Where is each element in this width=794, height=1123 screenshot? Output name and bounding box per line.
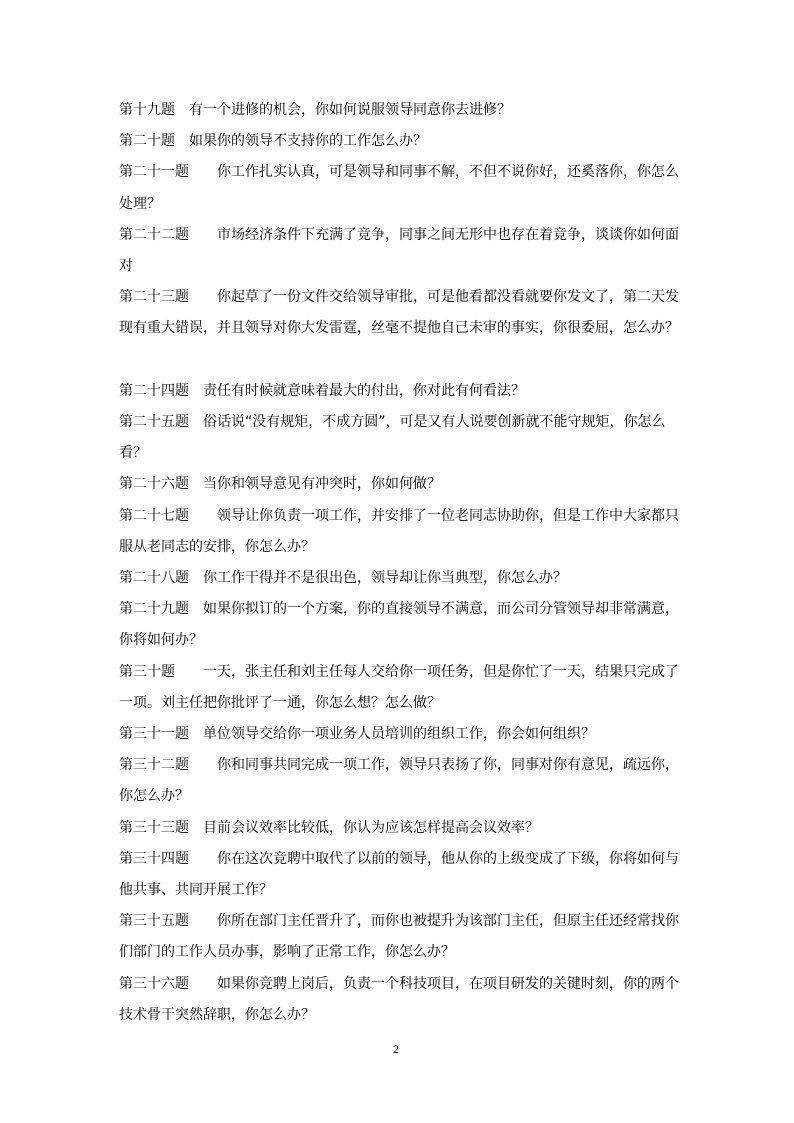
question-continuation: 你怎么办？ [119,788,189,805]
question-number: 第二十三题 [119,289,189,306]
question-item [119,287,679,307]
question-text: 你工作干得并不是很出色，领导却让你当典型，你怎么办？ [203,570,567,586]
question-number: 第二十九题 [119,601,189,618]
question-continuation: 服从老同志的安排，你怎么办？ [119,538,315,555]
question-item [119,100,511,120]
question-item [119,818,539,838]
question-text: 市场经济条件下充满了竞争，同事之间无形中也存在着竞争，谈谈你如何面 [217,226,679,243]
question-text: 你起草了一份文件交给领导审批，可是他看都没看就要你发文了，第二天发 [217,289,679,306]
question-item [119,974,679,994]
question-continuation: 处理？ [119,195,161,212]
question-number: 第二十五题 [119,414,189,430]
question-text: 如果你的领导不支持你的工作怎么办？ [189,133,427,150]
question-continuation: 现有重大错误，并且领导对你大发雷霆，丝毫不提他自己未审的事实，你很委屈，怎么办？ [119,320,679,337]
question-number: 第二十七题 [119,507,189,524]
question-number: 第十九题 [119,102,175,118]
question-item [119,381,525,401]
question-number: 第二十一题 [119,164,189,181]
page-number: 2 [393,1042,399,1056]
question-number: 第二十八题 [119,570,189,586]
question-number: 第二十四题 [119,382,189,399]
question-item [119,662,679,682]
question-text: 单位领导交给你一项业务人员培训的组织工作，你会如何组织？ [203,726,595,742]
question-continuation: 们部门的工作人员办事，影响了正常工作，你怎么办？ [119,944,455,961]
question-number: 第二十二题 [119,226,189,243]
question-continuation: 对 [119,258,133,274]
question-continuation: 他共事、共同开展工作？ [119,882,273,898]
question-item [119,474,441,494]
question-text: 你所在部门主任晋升了，而你也被提升为该部门主任，但原主任还经常找你 [217,913,679,930]
question-item [119,849,679,869]
question-number: 第三十四题 [119,850,189,867]
question-text: 你工作扎实认真，可是领导和同事不解，不但不说你好，还奚落你，你怎么 [217,164,679,181]
question-number: 第三十六题 [119,975,189,992]
question-item [119,162,679,182]
question-text: 有一个进修的机会，你如何说服领导同意你去进修？ [189,102,511,118]
question-number: 第三十二题 [119,757,189,774]
question-continuation: 看？ [119,445,147,462]
question-text: 如果你拟订的一个方案，你的直接领导不满意，而公司分管领导却非常满意， [203,601,679,618]
question-number: 第三十一题 [119,726,189,742]
question-item [119,412,666,432]
question-item [119,599,679,619]
question-continuation: 你将如何办？ [119,632,203,649]
question-text: 当你和领导意见有冲突时，你如何做？ [203,476,441,493]
question-number: 第二十六题 [119,476,189,493]
question-text: 你和同事共同完成一项工作，领导只表扬了你，同事对你有意见，疏远你， [217,757,679,774]
question-text: 一天，张主任和刘主任每人交给你一项任务，但是你忙了一天，结果只完成了 [203,663,679,680]
question-number: 第三十题 [119,663,175,680]
question-continuation: 技术骨干突然辞职，你怎么办？ [119,1006,315,1023]
question-text: 你在这次竞聘中取代了以前的领导，他从你的上级变成了下级，你将如何与 [217,850,679,867]
question-text: 俗话说“没有规矩，不成方圆”，可是又有人说要创新就不能守规矩，你怎么 [203,414,666,430]
question-number: 第三十五题 [119,913,189,930]
question-text: 目前会议效率比较低，你认为应该怎样提高会议效率？ [203,819,539,836]
question-item [119,225,679,245]
question-number: 第三十三题 [119,819,189,836]
question-text: 如果你竞聘上岗后，负责一个科技项目，在项目研发的关键时刻，你的两个 [217,975,679,992]
question-number: 第二十题 [119,133,175,150]
question-item [119,131,427,151]
question-text: 责任有时候就意味着最大的付出，你对此有何看法？ [203,382,525,399]
question-continuation: 一项。刘主任把你批评了一通，你怎么想？怎么做？ [119,694,441,711]
question-item [119,911,679,931]
question-item [119,755,679,775]
question-item [119,724,595,744]
question-text: 领导让你负责一项工作，并安排了一位老同志协助你，但是工作中大家都只 [217,507,679,524]
question-item [119,506,679,526]
question-item [119,568,567,588]
